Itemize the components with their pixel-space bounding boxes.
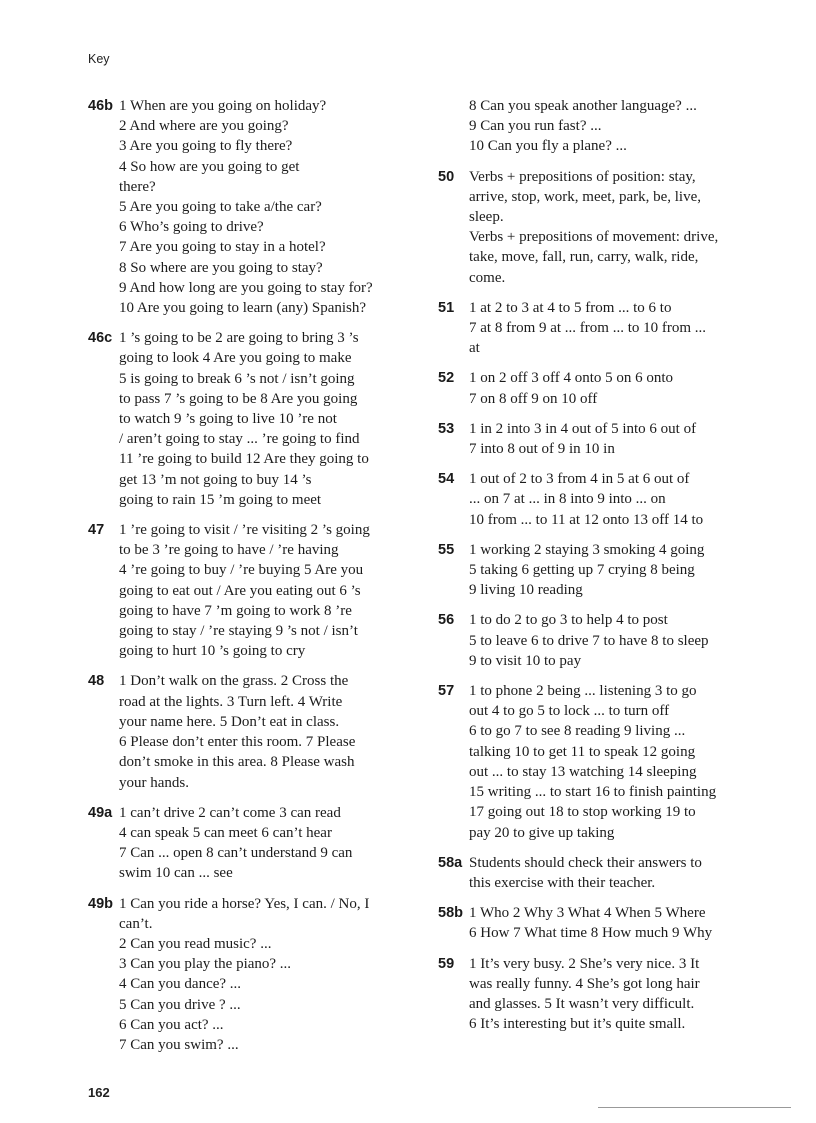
answer-line: Verbs + prepositions of position: stay, [469,168,696,185]
answer-line: 9 Can you run fast? ... [469,118,602,135]
answer-text [119,671,418,792]
answer-line: going to have 7 ’m going to work 8 ’re [119,602,352,619]
answer-line: out ... to stay 13 watching 14 sleeping [469,763,697,780]
answer-key-left-column [88,96,418,1065]
exercise-number: 53 [438,420,455,437]
answer-text [469,368,763,408]
answer-line: come. [469,269,506,286]
exercise-number: 46b [88,98,113,114]
answer-line: at [469,340,480,357]
answer-line: 1 in 2 into 3 in 4 out of 5 into 6 out of [469,420,697,437]
answer-line: 17 going out 18 to stop working 19 to [469,804,696,821]
answer-line: your name here. 5 Don’t eat in class. [119,713,340,730]
page-header-key: Key [88,52,110,66]
answer-line: arrive, stop, work, meet, park, be, live, [469,188,702,205]
answer-line: take, move, fall, run, carry, walk, ride, [469,249,699,266]
answer-line: 1 ’re going to visit / ’re visiting 2 ’s going [119,522,370,539]
answer-line: your hands. [119,774,189,791]
answer-line: 3 Are you going to fly there? [119,138,293,155]
answer-line: 1 Who 2 Why 3 What 4 When 5 Where [469,905,706,922]
exercise-number: 48 [88,673,105,690]
answer-entry [438,469,763,530]
answer-line: sleep. [469,209,504,226]
answer-line: 6 How 7 What time 8 How much 9 Why [469,925,713,942]
exercise-number: 46c [88,330,113,347]
exercise-number: 49b [88,895,113,912]
answer-line: and glasses. 5 It wasn’t very difficult. [469,995,695,1012]
answer-line: going to rain 15 ’m going to meet [119,491,322,508]
answer-text [469,96,763,157]
answer-line: 4 ’re going to buy / ’re buying 5 Are you [119,562,364,579]
answer-line: ... on 7 at ... in 8 into 9 into ... on [469,491,666,508]
answer-text [469,469,763,530]
page-number: 162 [88,1085,110,1100]
exercise-number: 59 [438,955,455,972]
answer-line: don’t smoke in this area. 8 Please wash [119,754,355,771]
answer-line: 3 Can you play the piano? ... [119,956,292,973]
answer-line: 1 on 2 off 3 off 4 onto 5 on 6 onto [469,370,674,387]
answer-entry [438,419,763,459]
footer-rule [598,1107,791,1108]
answer-line: going to eat out / Are you eating out 6 ’s [119,582,361,599]
exercise-number: 51 [438,299,455,316]
answer-line: 4 can speak 5 can meet 6 can’t hear [119,824,332,841]
answer-entry [438,298,763,359]
answer-line: 9 And how long are you going to stay for? [119,279,373,296]
answer-text [469,419,763,459]
answer-line: 7 on 8 off 9 on 10 off [469,390,598,407]
answer-line: 10 Are you going to learn (any) Spanish? [119,300,367,317]
answer-line: 1 When are you going on holiday? [119,98,327,114]
exercise-number: 49a [88,804,113,821]
answer-line: 9 to visit 10 to pay [469,652,582,669]
exercise-number: 50 [438,168,455,185]
answer-line: 1 It’s very busy. 2 She’s very nice. 3 It [469,955,700,972]
answer-line: 5 taking 6 getting up 7 crying 8 being [469,562,695,579]
answer-line: 4 Can you dance? ... [119,976,242,993]
answer-line: to pass 7 ’s going to be 8 Are you going [119,390,358,407]
answer-line: 6 to go 7 to see 8 reading 9 living ... [469,723,686,740]
answer-line: 10 Can you fly a plane? ... [469,138,627,155]
answer-text [119,520,418,661]
answer-entry [438,954,763,1035]
answer-line: 1 Don’t walk on the grass. 2 Cross the [119,673,349,690]
answer-line: going to hurt 10 ’s going to cry [119,643,306,660]
answer-line: 5 is going to break 6 ’s not / isn’t going [119,370,355,387]
answer-line: 7 into 8 out of 9 in 10 in [469,441,615,458]
answer-line: 10 from ... to 11 at 12 onto 13 off 14 to [469,511,704,528]
answer-line: Students should check their answers to [469,854,702,871]
answer-text [469,954,763,1035]
answer-entry [438,368,763,408]
answer-line: out 4 to go 5 to lock ... to turn off [469,703,670,720]
answer-line: / aren’t going to stay ... ’re going to find [119,431,360,448]
answer-line: 1 to phone 2 being ... listening 3 to go [469,683,697,700]
answer-text [469,540,763,601]
answer-line: can’t. [119,915,153,932]
answer-entry [438,903,763,943]
answer-line: 15 writing ... to start 16 to finish painting [469,784,717,801]
answer-key-right-column [438,96,763,1044]
answer-line: going to stay / ’re staying 9 ’s not / isn’t [119,623,358,640]
answer-line: pay 20 to give up taking [469,824,615,841]
answer-entry [88,894,418,1056]
exercise-number: 47 [88,522,105,539]
answer-line: to be 3 ’re going to have / ’re having [119,542,339,559]
answer-text [119,328,418,510]
answer-line: was really funny. 4 She’s got long hair [469,975,700,992]
answer-line: 7 Are you going to stay in a hotel? [119,239,326,256]
answer-line: 4 So how are you going to get [119,158,300,175]
exercise-number: 58b [438,905,463,922]
answer-line: 5 Can you drive ? ... [119,996,241,1013]
answer-line: 9 living 10 reading [469,582,583,599]
answer-entry [88,520,418,661]
answer-line: this exercise with their teacher. [469,874,656,891]
exercise-number [438,96,469,157]
answer-entry [88,328,418,510]
answer-line: talking 10 to get 11 to speak 12 going [469,743,696,760]
answer-line: 1 can’t drive 2 can’t come 3 can read [119,804,341,821]
answer-line: going to look 4 Are you going to make [119,350,352,367]
answer-line: 1 Can you ride a horse? Yes, I can. / No, I [119,895,370,912]
exercise-number: 52 [438,370,455,387]
answer-entry [438,540,763,601]
answer-text [119,894,418,1056]
answer-line: 1 ’s going to be 2 are going to bring 3 ’s [119,330,359,347]
answer-entry [438,96,763,157]
answer-line: 6 It’s interesting but it’s quite small. [469,1016,686,1033]
answer-text [469,681,763,843]
answer-text [469,903,763,943]
answer-line: Verbs + prepositions of movement: drive, [469,229,719,246]
answer-text [119,803,418,884]
exercise-number: 56 [438,612,455,629]
answer-line: there? [119,178,156,195]
exercise-number: 54 [438,471,455,488]
answer-line: 2 Can you read music? ... [119,935,272,952]
answer-entry [438,167,763,288]
answer-line: 1 out of 2 to 3 from 4 in 5 at 6 out of [469,471,690,488]
exercise-number: 58a [438,854,463,871]
answer-line: 1 at 2 to 3 at 4 to 5 from ... to 6 to [469,299,672,316]
answer-text [469,298,763,359]
answer-line: 2 And where are you going? [119,118,289,135]
answer-line: to watch 9 ’s going to live 10 ’re not [119,411,337,428]
answer-line: 6 Please don’t enter this room. 7 Please [119,734,356,751]
answer-text [119,96,418,318]
answer-line: 6 Can you act? ... [119,1016,224,1033]
exercise-number: 55 [438,541,455,558]
answer-line: 1 working 2 staying 3 smoking 4 going [469,541,705,558]
answer-line: road at the lights. 3 Turn left. 4 Write [119,693,343,710]
answer-line: 7 Can ... open 8 can’t understand 9 can [119,845,353,862]
answer-entry [438,610,763,671]
answer-line: 1 to do 2 to go 3 to help 4 to post [469,612,668,629]
exercise-number: 57 [438,683,455,700]
answer-line: 8 So where are you going to stay? [119,259,323,276]
answer-line: 5 to leave 6 to drive 7 to have 8 to sleep [469,632,709,649]
answer-line: swim 10 can ... see [119,865,233,882]
answer-line: get 13 ’m not going to buy 14 ’s [119,471,312,488]
answer-entry [88,803,418,884]
answer-line: 7 Can you swim? ... [119,1036,239,1053]
answer-line: 5 Are you going to take a/the car? [119,199,322,216]
answer-line: 11 ’re going to build 12 Are they going to [119,451,369,468]
answer-text [469,167,763,288]
answer-entry [88,96,418,318]
answer-entry [438,681,763,843]
answer-text [469,853,763,893]
answer-entry [88,671,418,792]
answer-line: 8 Can you speak another language? ... [469,98,697,114]
answer-line: 7 at 8 from 9 at ... from ... to 10 from ... [469,320,707,337]
answer-entry [438,853,763,893]
answer-line: 6 Who’s going to drive? [119,219,264,236]
answer-text [469,610,763,671]
